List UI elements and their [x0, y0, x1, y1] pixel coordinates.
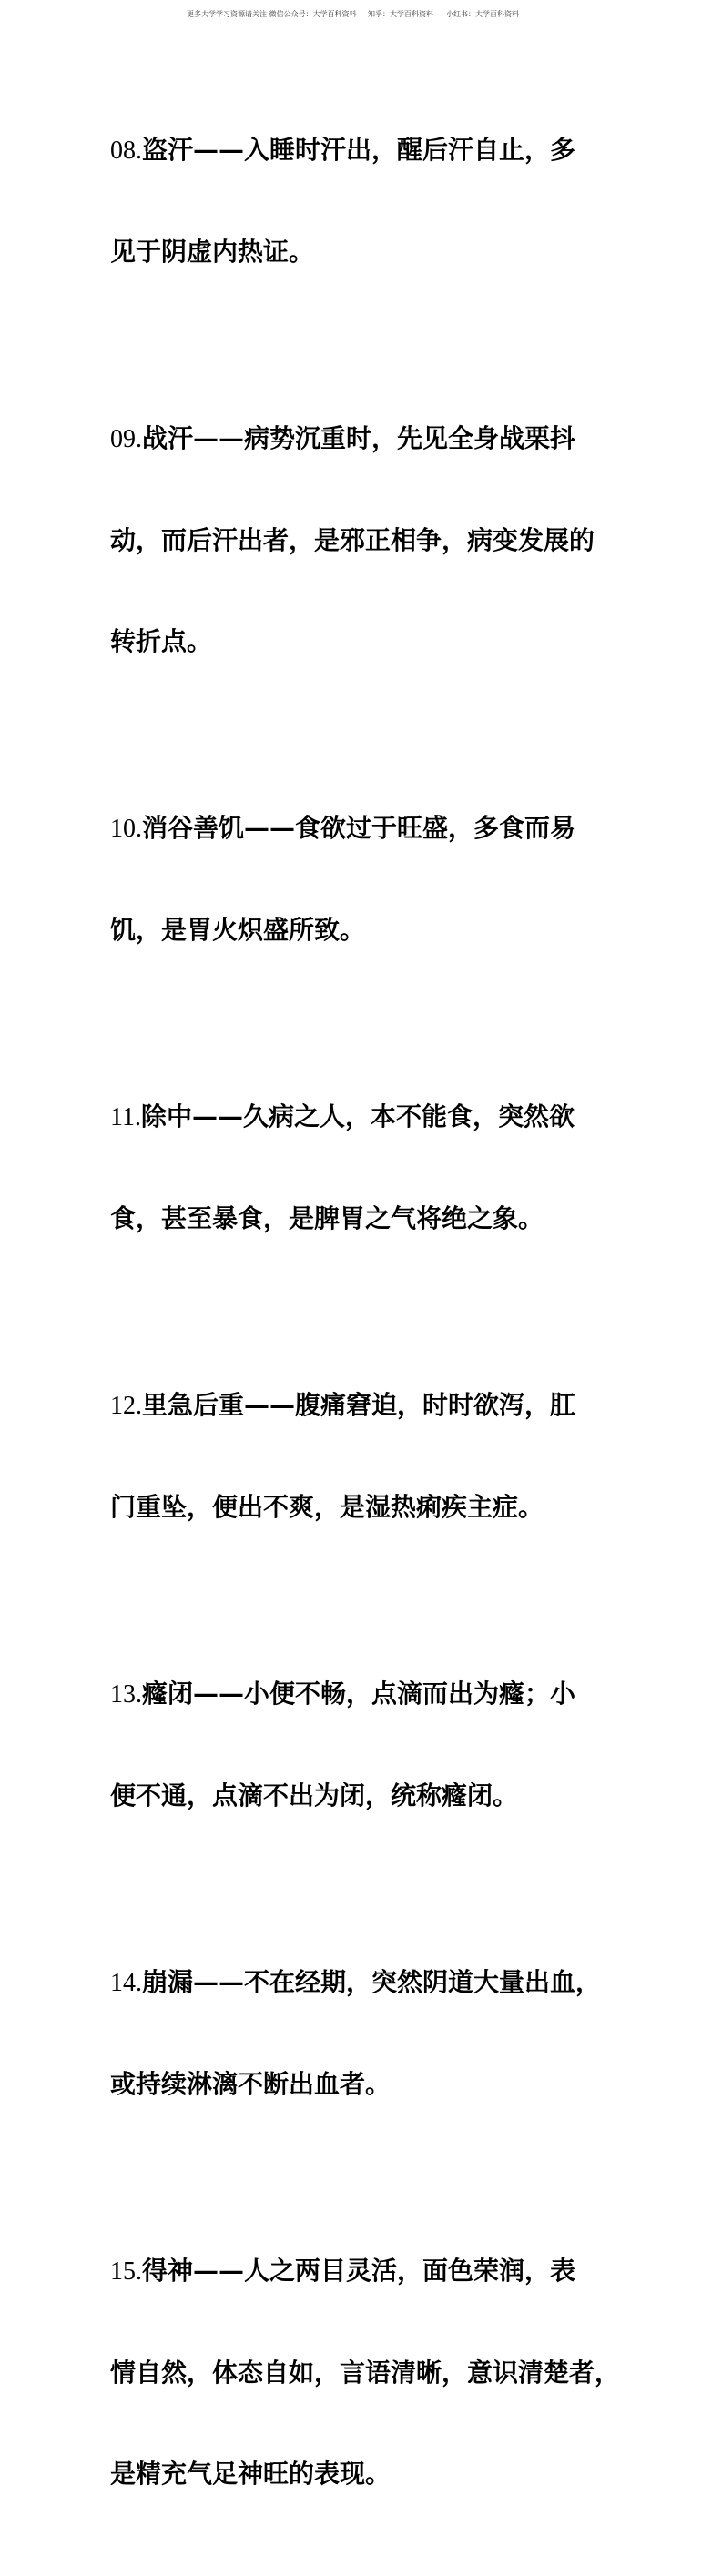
entry-text: 除中——久病之人，本不能食，突然欲: [140, 1101, 575, 1131]
document-body: [110, 66, 620, 2576]
entry-line: [110, 2254, 620, 2288]
page-header: [0, 8, 722, 21]
entry-text: 盗汗——入睡时汗出，醒后汗自止，多: [142, 135, 576, 165]
entry-number: 15.: [110, 2257, 142, 2286]
entry-line: [110, 1388, 620, 1423]
entry-09: [110, 354, 620, 725]
entry-number: 08.: [110, 137, 142, 165]
entry-text: 战汗——病势沉重时，先见全身战栗抖: [142, 423, 576, 453]
entry-15: [110, 2186, 620, 2558]
entry-line: [110, 1677, 620, 1711]
header-zhihu-note: 知乎：大学百科资料: [368, 10, 433, 18]
entry-line: 转折点。: [110, 626, 213, 656]
entry-14: [110, 1898, 620, 2168]
entry-line: 是精充气足神旺的表现。: [110, 2459, 392, 2489]
entry-11: [110, 1032, 620, 1303]
entry-number: 09.: [110, 425, 142, 453]
header-wechat-note: 更多大学学习资源请关注 微信公众号：大学百科资料: [187, 10, 357, 18]
entry-number: 14.: [110, 1969, 142, 1997]
entry-line: [110, 811, 620, 846]
entry-number: 12.: [110, 1392, 142, 1420]
entry-13: [110, 1609, 620, 1880]
entry-line: 门重坠，便出不爽，是湿热痢疾主症。: [110, 1492, 544, 1522]
entry-text: 癃闭——小便不畅，点滴而出为癃；小: [142, 1678, 576, 1709]
entry-line: [110, 1100, 620, 1134]
entry-line: [110, 133, 620, 167]
entry-line: 便不通，点滴不出为闭，统称癃闭。: [110, 1780, 519, 1810]
entry-text: 得神——人之两目灵活，面色荣润，表: [142, 2256, 576, 2286]
entry-line: 或持续淋漓不断出血者。: [110, 2069, 392, 2099]
entry-number: 11.: [110, 1103, 141, 1131]
entry-08: [110, 66, 620, 336]
entry-text: 消谷善饥——食欲过于旺盛，多食而易: [142, 813, 576, 843]
entry-line: [110, 421, 620, 456]
entry-line: 食，甚至暴食，是脾胃之气将绝之象。: [110, 1203, 544, 1233]
entry-text: 里急后重——腹痛窘迫，时时欲泻，肛: [142, 1390, 576, 1420]
entry-line: 见于阴虚内热证。: [110, 237, 315, 267]
entry-line: 动，而后汗出者，是邪正相争，病变发展的: [110, 525, 595, 555]
entry-12: [110, 1321, 620, 1591]
entry-line: [110, 1965, 620, 2000]
entry-10: [110, 744, 620, 1014]
entry-text: 崩漏——不在经期，突然阴道大量出血，: [142, 1967, 602, 1997]
entry-number: 10.: [110, 815, 142, 843]
header-xiaohongshu-note: 小红书：大学百科资料: [446, 10, 519, 18]
entry-line: 饥，是胃火炽盛所致。: [110, 915, 366, 945]
entry-line: 情自然，体态自如，言语清晰，意识清楚者，: [110, 2358, 621, 2388]
entry-number: 13.: [110, 1680, 142, 1709]
